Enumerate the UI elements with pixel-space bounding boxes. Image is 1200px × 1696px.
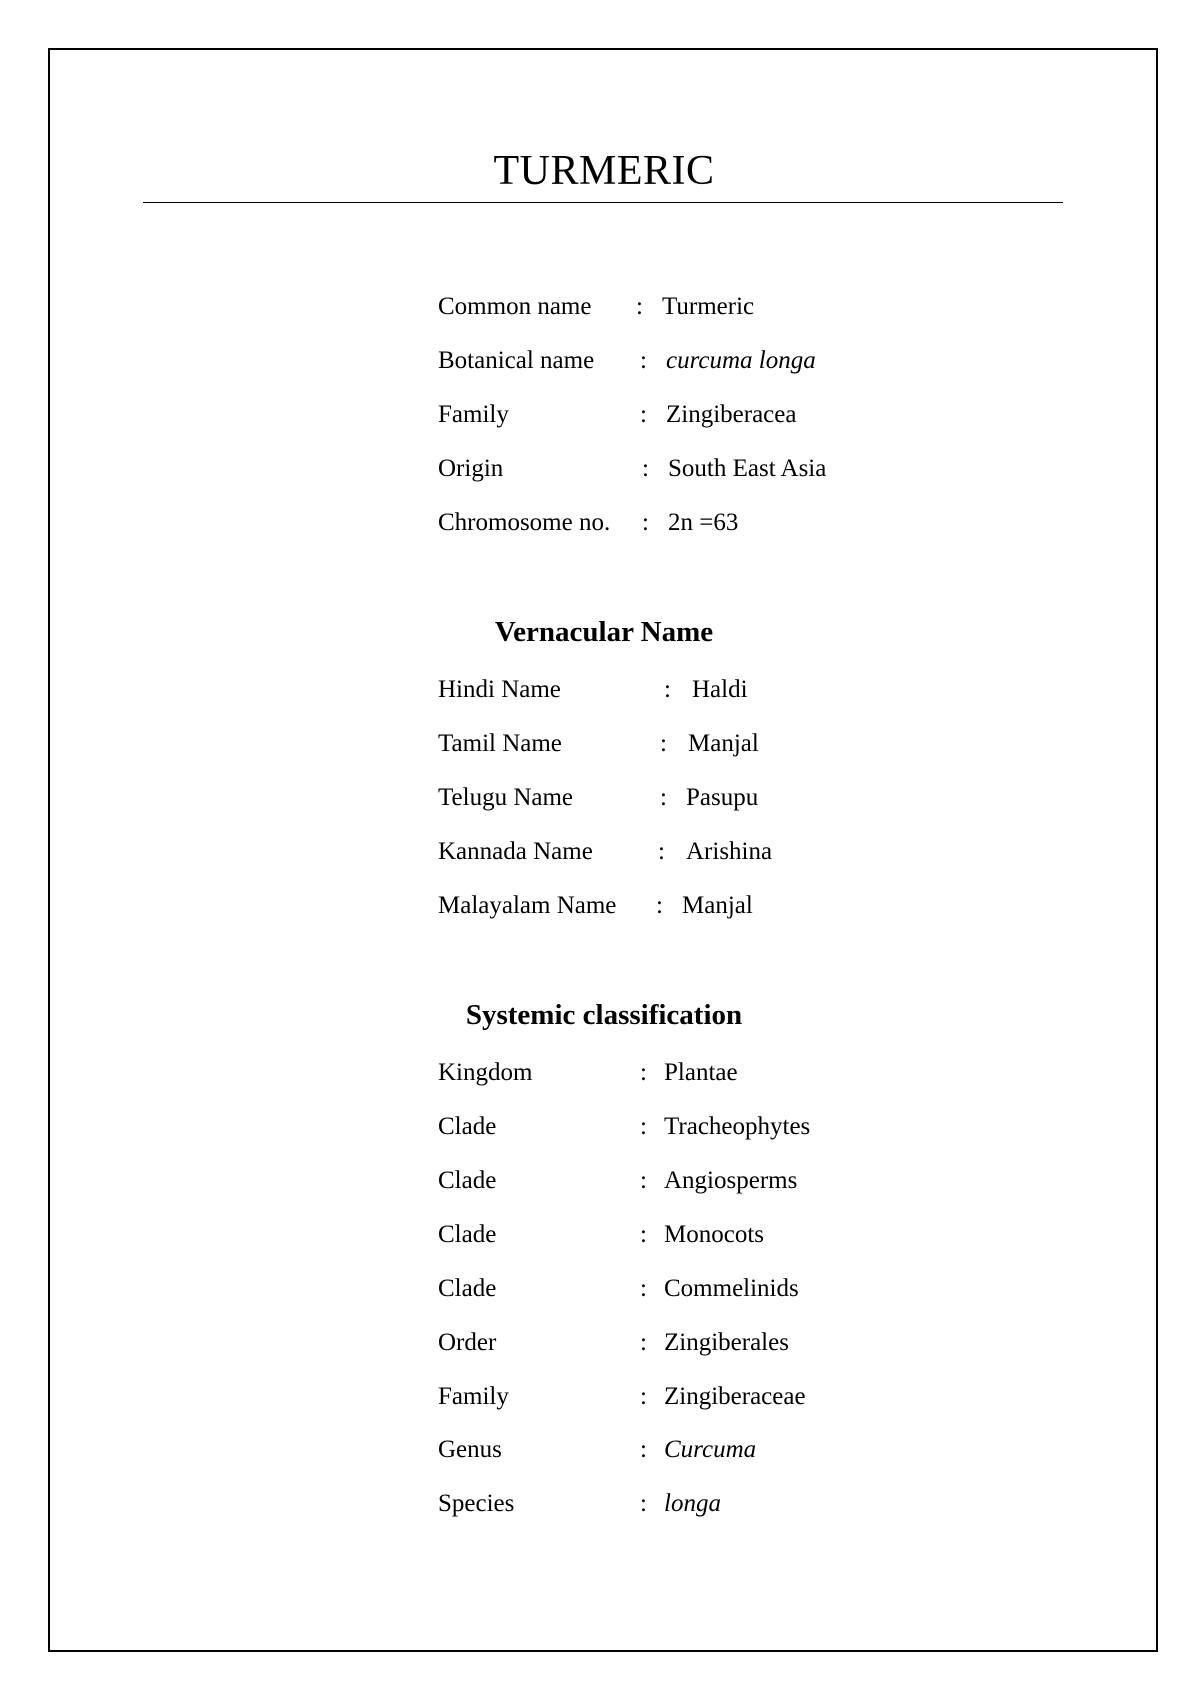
row-label: Clade [438,1113,497,1140]
row-colon: : [640,1167,647,1194]
row-value: Tracheophytes [664,1113,811,1140]
row-value: Commelinids [664,1275,799,1302]
row-label: Origin [438,455,504,482]
row-label: Telugu Name [438,784,574,811]
row-colon: : [640,401,647,428]
row-colon: : [640,1490,647,1517]
row-label: Species [438,1490,515,1517]
row-label: Clade [438,1275,497,1302]
row-value: Monocots [664,1221,764,1248]
row-label: Order [438,1329,497,1356]
row-label: Family [438,1383,509,1410]
page-border [48,48,1158,1652]
row-label: Kingdom [438,1059,533,1086]
row-value: Plantae [664,1059,738,1086]
row-label: Chromosome no. [438,509,611,536]
row-label: Botanical name [438,347,595,374]
row-colon: : [640,1383,647,1410]
row-colon: : [660,784,667,811]
row-colon: : [658,838,665,865]
row-value: Manjal [688,730,759,757]
row-label: Hindi Name [438,676,561,703]
row-value: Angiosperms [664,1167,798,1194]
row-value: Turmeric [662,293,755,320]
row-colon: : [636,293,643,320]
row-value: Zingiberales [664,1329,789,1356]
row-value: 2n =63 [668,509,739,536]
row-label: Family [438,401,509,428]
row-colon: : [640,1221,647,1248]
row-colon: : [640,1113,647,1140]
row-label: Malayalam Name [438,892,617,919]
row-label: Kannada Name [438,838,593,865]
row-colon: : [640,1275,647,1302]
row-label: Genus [438,1436,502,1463]
classification-heading: Systemic classification [465,999,743,1031]
row-label: Clade [438,1167,497,1194]
row-label: Tamil Name [438,730,562,757]
row-colon: : [640,1059,647,1086]
row-value: curcuma longa [666,347,816,374]
row-value: South East Asia [668,455,827,482]
title-underline [143,202,1063,203]
row-value: Arishina [686,838,773,865]
row-colon: : [642,455,649,482]
row-value: Curcuma [664,1436,757,1463]
vernacular-heading: Vernacular Name [494,616,714,648]
row-colon: : [664,676,671,703]
page-title: TURMERIC [493,148,715,194]
row-label: Common name [438,293,592,320]
row-colon: : [640,347,647,374]
row-value: longa [664,1490,721,1517]
row-value: Manjal [682,892,753,919]
row-value: Pasupu [686,784,759,811]
row-value: Zingiberaceae [664,1383,806,1410]
row-colon: : [642,509,649,536]
row-colon: : [640,1436,647,1463]
row-colon: : [640,1329,647,1356]
row-value: Zingiberacea [666,401,797,428]
row-colon: : [656,892,663,919]
row-value: Haldi [692,676,748,703]
row-colon: : [660,730,667,757]
row-label: Clade [438,1221,497,1248]
